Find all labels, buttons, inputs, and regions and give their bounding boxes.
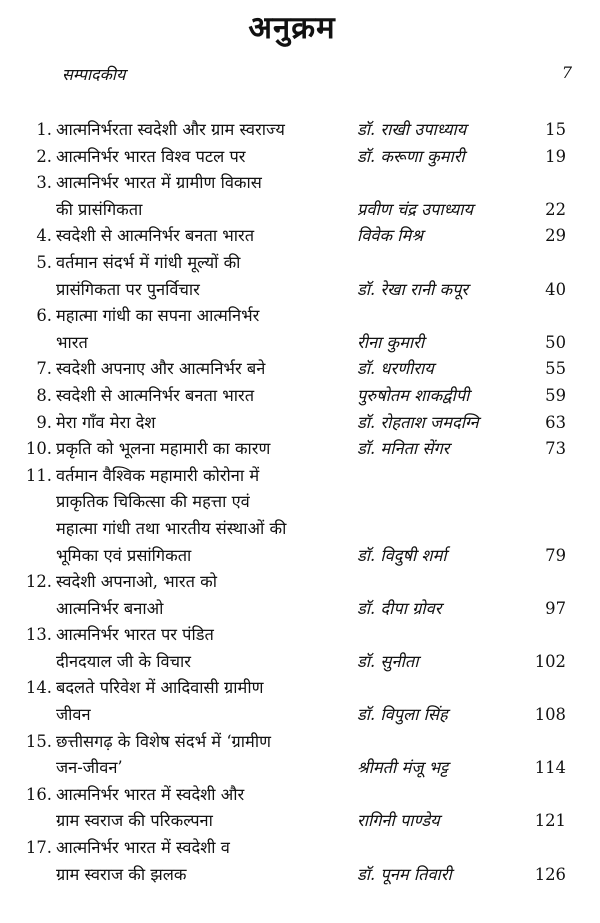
toc-entry-line bbox=[0, 197, 600, 224]
entry-title-text: जीवन bbox=[56, 705, 91, 725]
entry-title-text: भारत bbox=[56, 332, 88, 352]
entry-title-text: प्रकृति को भूलना महामारी का कारण bbox=[56, 439, 271, 459]
entry-title-text: ग्राम स्वराज की झलक bbox=[56, 864, 187, 884]
entry-number: 17. bbox=[25, 838, 52, 858]
entry-page-number: 15 bbox=[545, 120, 566, 139]
entry-number: 4. bbox=[36, 226, 52, 246]
toc-entry-line bbox=[0, 782, 600, 809]
entry-page-number: 22 bbox=[545, 199, 566, 219]
toc-entry-line bbox=[0, 649, 600, 676]
toc-entry bbox=[0, 250, 600, 303]
toc-entry-line bbox=[0, 622, 600, 649]
entry-page-number: 97 bbox=[545, 598, 566, 618]
toc-entry-line bbox=[0, 675, 600, 702]
entry-number: 9. bbox=[36, 412, 52, 432]
toc-entry bbox=[0, 356, 600, 383]
editorial-row bbox=[62, 63, 572, 87]
entry-author: डॉ. दीपा ग्रोवर bbox=[357, 598, 442, 618]
entry-title-text: महात्मा गांधी तथा भारतीय संस्थाओं की bbox=[56, 518, 287, 538]
toc-entry-line bbox=[0, 303, 600, 330]
toc-entry bbox=[0, 569, 600, 622]
entry-author: श्रीमती मंजू भट्ट bbox=[357, 758, 449, 778]
entry-number: 8. bbox=[36, 385, 52, 405]
toc-entry-line bbox=[0, 755, 600, 782]
entry-number: 11. bbox=[25, 465, 52, 485]
entry-number: 2. bbox=[36, 146, 52, 166]
entry-title-text: आत्मनिर्भर भारत में ग्रामीण विकास bbox=[56, 173, 262, 193]
entry-page-number: 121 bbox=[534, 811, 566, 831]
toc-entry-line bbox=[0, 117, 600, 144]
entry-number: 7. bbox=[36, 359, 52, 379]
entry-page-number: 63 bbox=[545, 412, 566, 432]
entry-author: डॉ. करूणा कुमारी bbox=[357, 146, 465, 166]
entry-title-text: भूमिका एवं प्रसांगिकता bbox=[56, 545, 192, 565]
entry-page-number: 102 bbox=[534, 651, 566, 671]
entry-title-text: आत्मनिर्भरता स्वदेशी और ग्राम स्वराज्य bbox=[56, 120, 285, 139]
entry-title-text: महात्मा गांधी का सपना आत्मनिर्भर bbox=[56, 306, 260, 326]
toc-entry-line bbox=[0, 170, 600, 197]
entry-number: 5. bbox=[36, 252, 52, 272]
entry-author: डॉ. राखी उपाध्याय bbox=[357, 120, 467, 139]
entry-page-number: 19 bbox=[545, 146, 566, 166]
entry-page-number: 79 bbox=[545, 545, 566, 565]
toc-entry-line bbox=[0, 144, 600, 171]
page-title: अनुक्रम bbox=[248, 10, 336, 46]
entry-page-number: 40 bbox=[545, 279, 566, 299]
toc-entry-line bbox=[0, 436, 600, 463]
toc-entry bbox=[0, 835, 600, 888]
entry-page-number: 29 bbox=[545, 226, 566, 246]
entry-title-text: स्वदेशी से आत्मनिर्भर बनता भारत bbox=[56, 385, 255, 405]
entry-title-text: आत्मनिर्भर भारत में स्वदेशी व bbox=[56, 838, 230, 858]
toc-entry bbox=[0, 463, 600, 569]
toc-entry-line bbox=[0, 330, 600, 357]
entry-title-text: आत्मनिर्भर भारत विश्व पटल पर bbox=[56, 146, 246, 166]
toc-entry-line bbox=[0, 383, 600, 410]
entry-author: विवेक मिश्र bbox=[357, 226, 423, 246]
entry-title-text: आत्मनिर्भर बनाओ bbox=[56, 598, 164, 618]
entry-title-text: आत्मनिर्भर भारत पर पंडित bbox=[56, 625, 214, 645]
toc-entry bbox=[0, 303, 600, 356]
toc-entry bbox=[0, 383, 600, 410]
toc-entry-line bbox=[0, 569, 600, 596]
entry-page-number: 114 bbox=[534, 758, 566, 778]
entry-author: रागिनी पाण्डेय bbox=[357, 811, 440, 831]
toc-entry-line bbox=[0, 543, 600, 570]
toc-entry-line bbox=[0, 596, 600, 623]
entry-page-number: 73 bbox=[545, 439, 566, 459]
toc-entry-line bbox=[0, 356, 600, 383]
entry-number: 13. bbox=[25, 625, 52, 645]
toc-entry bbox=[0, 729, 600, 782]
entry-title-text: बदलते परिवेश में आदिवासी ग्रामीण bbox=[56, 678, 264, 698]
entry-number: 15. bbox=[25, 731, 52, 751]
entry-author: डॉ. विदुषी शर्मा bbox=[357, 545, 447, 565]
entry-author: रीना कुमारी bbox=[357, 332, 425, 352]
toc-entry bbox=[0, 117, 600, 144]
toc-entry-line bbox=[0, 729, 600, 756]
toc-entry-line bbox=[0, 223, 600, 250]
entry-author: डॉ. रोहताश जमदग्नि bbox=[357, 412, 479, 432]
toc-entry-line bbox=[0, 489, 600, 516]
entry-author: डॉ. पूनम तिवारी bbox=[357, 864, 452, 884]
entry-page-number: 50 bbox=[545, 332, 566, 352]
toc-entry bbox=[0, 144, 600, 171]
entry-author: डॉ. सुनीता bbox=[357, 651, 419, 671]
entry-title-text: आत्मनिर्भर भारत में स्वदेशी और bbox=[56, 784, 245, 804]
toc-entry-line bbox=[0, 250, 600, 277]
entry-page-number: 108 bbox=[534, 705, 566, 725]
entry-title-text: वर्तमान संदर्भ में गांधी मूल्यों की bbox=[56, 252, 241, 272]
entry-title-text: ग्राम स्वराज की परिकल्पना bbox=[56, 811, 213, 831]
entry-number: 3. bbox=[36, 173, 52, 193]
entry-title-text: स्वदेशी अपनाओ, भारत को bbox=[56, 572, 218, 592]
toc-entry-line bbox=[0, 702, 600, 729]
entry-author: डॉ. विपुला सिंह bbox=[357, 705, 448, 725]
toc-entry-line bbox=[0, 463, 600, 490]
entry-author: डॉ. धरणीराय bbox=[357, 359, 434, 379]
toc-entry-line bbox=[0, 516, 600, 543]
entry-title-text: दीनदयाल जी के विचार bbox=[56, 651, 191, 671]
entry-title-text: स्वदेशी से आत्मनिर्भर बनता भारत bbox=[56, 226, 255, 246]
toc-entry-line bbox=[0, 862, 600, 889]
entry-title-text: प्रासंगिकता पर पुनर्विचार bbox=[56, 279, 200, 299]
toc-entry-line bbox=[0, 277, 600, 304]
entry-author: प्रवीण चंद्र उपाध्याय bbox=[357, 199, 474, 219]
entry-title-text: मेरा गाँव मेरा देश bbox=[56, 412, 156, 432]
entry-title-text: छत्तीसगढ़ के विशेष संदर्भ में ‘ग्रामीण bbox=[56, 731, 271, 751]
table-of-contents bbox=[0, 117, 600, 888]
entry-number: 12. bbox=[25, 572, 52, 592]
entry-author: डॉ. मनिता सेंगर bbox=[357, 439, 450, 459]
entry-number: 6. bbox=[36, 306, 52, 326]
toc-entry bbox=[0, 223, 600, 250]
entry-number: 1. bbox=[36, 120, 52, 139]
editorial-page-number: 7 bbox=[561, 63, 572, 82]
entry-title-text: प्राकृतिक चिकित्सा की महत्ता एवं bbox=[56, 492, 250, 512]
editorial-label: सम्पादकीय bbox=[62, 65, 126, 84]
toc-entry-line bbox=[0, 835, 600, 862]
toc-entry bbox=[0, 170, 600, 223]
entry-page-number: 126 bbox=[534, 864, 566, 884]
entry-title-text: वर्तमान वैश्विक महामारी कोरोना में bbox=[56, 465, 260, 485]
entry-number: 16. bbox=[25, 784, 52, 804]
toc-entry bbox=[0, 675, 600, 728]
entry-page-number: 59 bbox=[545, 385, 566, 405]
entry-number: 10. bbox=[25, 439, 52, 459]
entry-number: 14. bbox=[25, 678, 52, 698]
toc-entry-line bbox=[0, 808, 600, 835]
toc-entry bbox=[0, 436, 600, 463]
entry-title-text: स्वदेशी अपनाए और आत्मनिर्भर बने bbox=[56, 359, 266, 379]
entry-author: डॉ. रेखा रानी कपूर bbox=[357, 279, 469, 299]
entry-page-number: 55 bbox=[545, 359, 566, 379]
toc-entry bbox=[0, 782, 600, 835]
entry-title-text: की प्रासंगिकता bbox=[56, 199, 143, 219]
entry-title-text: जन-जीवन’ bbox=[56, 758, 123, 778]
entry-author: पुरुषोतम शाकद्वीपी bbox=[357, 385, 470, 405]
toc-entry-line bbox=[0, 410, 600, 437]
toc-entry bbox=[0, 410, 600, 437]
toc-entry bbox=[0, 622, 600, 675]
